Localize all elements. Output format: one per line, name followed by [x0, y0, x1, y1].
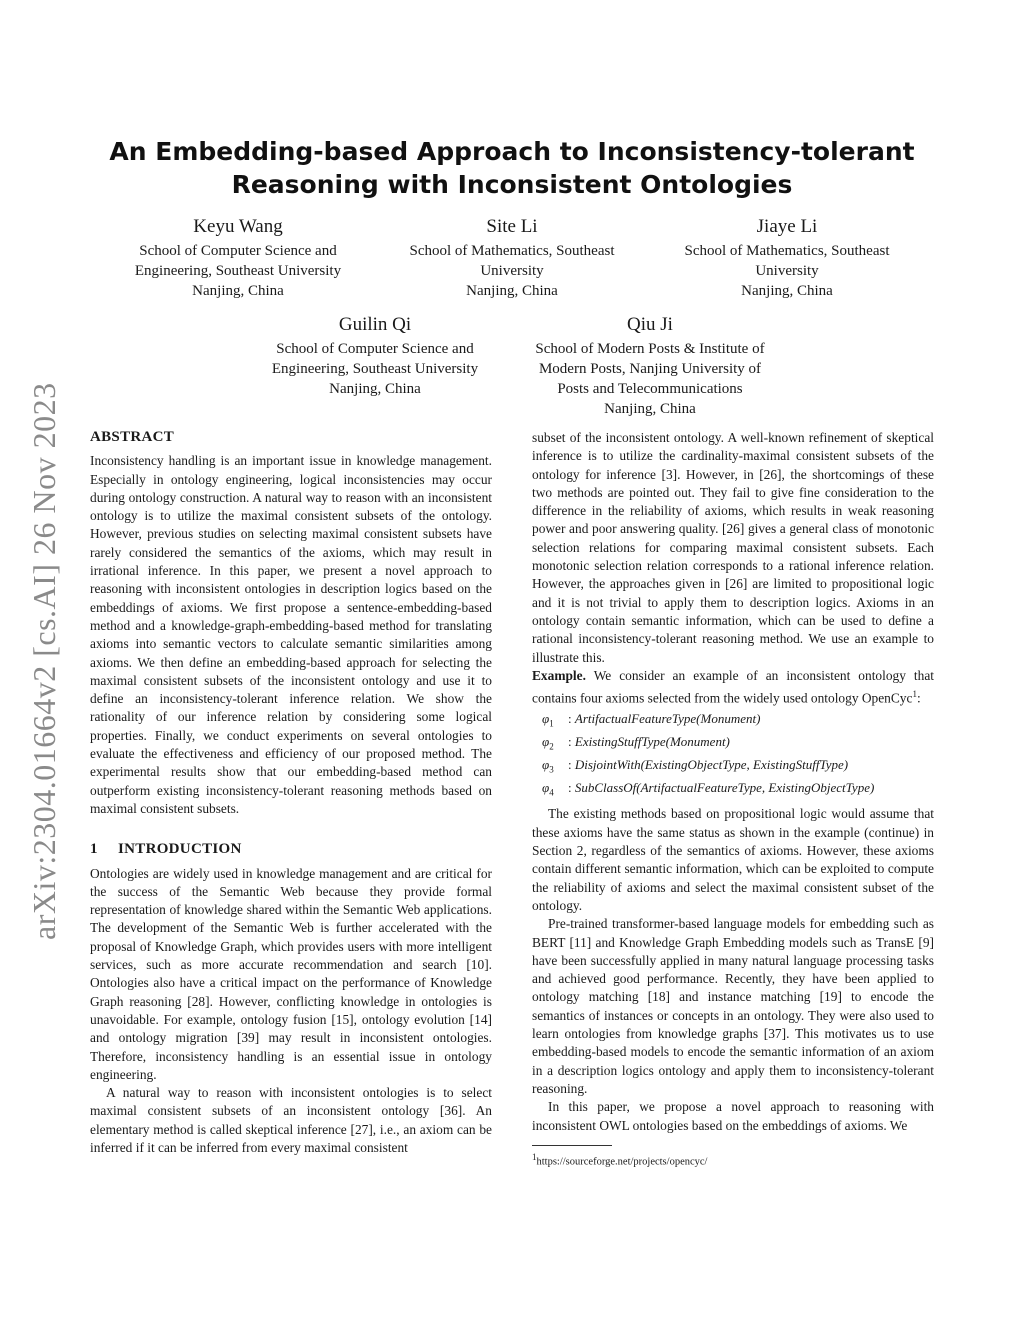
author-block [382, 214, 642, 301]
affiliation-line: Engineering, Southeast University [134, 263, 342, 279]
axiom-label: $\varphi_3$ [542, 756, 554, 775]
footnote [532, 1150, 934, 1170]
axiom-item: $\varphi_2$ : ExistingStuffType(Monument) [532, 733, 934, 756]
intro-paragraph-2: A natural way to reason with inconsistent ontologies is to select maximal consistent subsets of an inconsistent ontology [36]. An elementary method is called skeptical inference [27], i.e., an axiom can be inferred if it can be inferred from every maximal consistent [90, 1085, 492, 1155]
title-line-1: An Embedding-based Approach to Inconsistency-tolerant [109, 137, 915, 166]
axiom-label: $\varphi_1$ [542, 710, 554, 729]
affiliation-line: School of Computer Science and [139, 243, 337, 259]
axiom-item: $\varphi_1$ : ArtifactualFeatureType(Monument) [532, 710, 934, 733]
author-block [657, 214, 917, 301]
axiom-item: $\varphi_3$ : DisjointWith(ExistingObjectType, ExistingStuffType) [532, 756, 934, 779]
axiom-item: $\varphi_4$ : SubClassOf(ArtifactualFeatureType, ExistingObjectType) [532, 779, 934, 802]
affiliation-line: University [755, 263, 819, 279]
affiliation-line: School of Mathematics, Southeast [409, 243, 615, 259]
axiom-expression: DisjointWith(ExistingObjectType, ExistingStuffType) [574, 756, 849, 772]
example-tail: : [916, 690, 921, 706]
abstract-text: Inconsistency handling is an important issue in knowledge management. Especially in ontology engineering, logical inconsistencies may occur during ontology construction. A natural way to reason with an inconsistent ontology is to utilize the maximal consistent subsets of the ontology. However, previous studies on selecting maximal consistent subsets have rarely considered the semantics of the axioms, which may result in irrational inference. In this paper, we present a novel approach to reasoning with inconsistent ontologies in description logics based on the embeddings of axioms. We first propose a sentence-embedding-based method and a knowledge-graph-embedding-based method for translating axioms into semantic vectors to calculate semantic similarities among axioms. We then define an embedding-based approach for selecting the maximal consistent subsets of the inconsistent ontology and use it to define an inconsistency-tolerant inference relation. We show the rationality of our inference relation by considering some logical properties. Finally, we conduct experiments on several ontologies to evaluate the effectiveness and efficiency of our proposed method. The experimental results show that our embedding-based method can outperform existing inconsistency-tolerant reasoning methods based on maximal consistent subsets. [90, 453, 492, 816]
affiliation-line: School of Modern Posts & Institute of [535, 341, 765, 357]
axiom-label: $\varphi_2$ [542, 733, 554, 752]
intro-paragraph-1: Ontologies are widely used in knowledge management and are critical for the success of the Semantic Web because they provide formal representation of knowledge shared within the Semantic Web applications. The development of the Semantic Web is further accelerated with the proposal of Knowledge Graph, which provides users with more intelligent services, such as more accurate recommendation and search [10]. Ontologies also have a critical impact on the performance of Knowledge Graph reasoning [28]. However, conflicting knowledge in ontologies is unavoidable. For example, ontology fusion [15], ontology evolution [14] and ontology migration [39] may result in inconsistent ontologies. Therefore, inconsistency handling is an essential issue in ontology engineering. [90, 865, 492, 1082]
author-name: Keyu Wang [193, 216, 283, 237]
right-column [532, 429, 934, 1169]
author-name: Guilin Qi [338, 314, 412, 335]
affiliation-location: Nanjing, China [329, 381, 421, 397]
affiliation-location: Nanjing, China [741, 283, 833, 299]
author-block [108, 214, 368, 301]
footnote-divider [532, 1145, 612, 1146]
axiom-expression: ExistingStuffType(Monument) [574, 733, 730, 749]
affiliation-location: Nanjing, China [466, 283, 558, 299]
author-name: Qiu Ji [627, 314, 673, 335]
footnote-mark: 1 [532, 1151, 537, 1162]
affiliation-line: Engineering, Southeast University [271, 361, 479, 377]
affiliation-line: Posts and Telecommunications [557, 381, 743, 397]
body-paragraph: The existing methods based on propositional logic would assume that these axioms have the same status as shown in the example (continue) in Section 2, regardless of the semantics of axioms. However, these axioms contain different semantic information, which can be exploited to compute the reliability of axioms and select the maximal consistent subset of the ontology. [532, 806, 934, 913]
author-block [245, 312, 505, 399]
left-column [90, 428, 492, 1157]
affiliation-location: Nanjing, China [604, 401, 696, 417]
affiliation-line: School of Mathematics, Southeast [684, 243, 890, 259]
footnote-ref: 1 [912, 689, 917, 700]
affiliation-line: Modern Posts, Nanjing University of [538, 361, 762, 377]
arxiv-identifier: arXiv:2304.01664v2 [cs.AI] 26 Nov 2023 [26, 382, 62, 940]
example-text: We consider an example of an inconsistent ontology that contains four axioms selected from the widely used ontology OpenCyc [532, 667, 934, 706]
affiliation-location: Nanjing, China [192, 283, 284, 299]
body-paragraph: Pre-trained transformer-based language models for embedding such as BERT [11] and Knowledge Graph Embedding models such as TransE [9] have been successfully applied in many natural language processing tasks and achieved good performance. Recently, they have been applied to ontology matching [18] and instance matching [19] to encode the semantics of instances or concepts in an ontology. They were also used to learn ontologies from knowledge graphs [37]. This motivates us to use embedding-based models to encode the semantic information of an axiom in a description logics ontology and apply them to inconsistency-tolerant reasoning. [532, 916, 934, 1096]
title-line-2: Reasoning with Inconsistent Ontologies [231, 170, 793, 199]
body-paragraph: subset of the inconsistent ontology. A well-known refinement of skeptical inference is to utilize the cardinality-maximal consistent subsets of the ontology for inference [3]. However, in [26], the shortcomings of these two methods are pointed out. They fail to give fine consideration to the difference in the reliability of axioms, which results in weak reasoning power and poor answering quality. [26] gives a general class of monotonic selection relations for comparing maximal consistent subsets. Each monotonic selection relation corresponds to a rational inference relation. However, the approaches given in [26] are limited to propositional logic and it is not trivial to apply them to description logics. Axioms in an ontology contain semantic information, which can be used to define a rational inconsistency-tolerant reasoning method. We use an example to illustrate this. [532, 430, 934, 665]
author-name: Jiaye Li [756, 216, 818, 237]
axiom-expression: SubClassOf(ArtifactualFeatureType, ExistingObjectType) [574, 779, 875, 795]
footnote-link[interactable]: https://sourceforge.net/projects/opencyc/ [536, 1156, 708, 1168]
example-label: Example. [532, 667, 586, 683]
section-title: INTRODUCTION [118, 841, 242, 858]
paper-title [90, 135, 934, 201]
body-paragraph: In this paper, we propose a novel approach to reasoning with inconsistent OWL ontologies based on the embeddings of axioms. We [532, 1099, 934, 1133]
abstract-heading: ABSTRACT [90, 429, 175, 445]
axiom-label: $\varphi_4$ [542, 779, 554, 798]
section-number: 1 [90, 841, 98, 858]
introduction-heading [90, 840, 492, 858]
affiliation-line: University [480, 263, 544, 279]
example-paragraph [532, 667, 934, 708]
axiom-list [532, 710, 934, 802]
axiom-expression: ArtifactualFeatureType(Monument) [574, 710, 761, 726]
affiliation-line: School of Computer Science and [276, 341, 474, 357]
author-name: Site Li [486, 216, 538, 237]
author-block [505, 312, 795, 419]
